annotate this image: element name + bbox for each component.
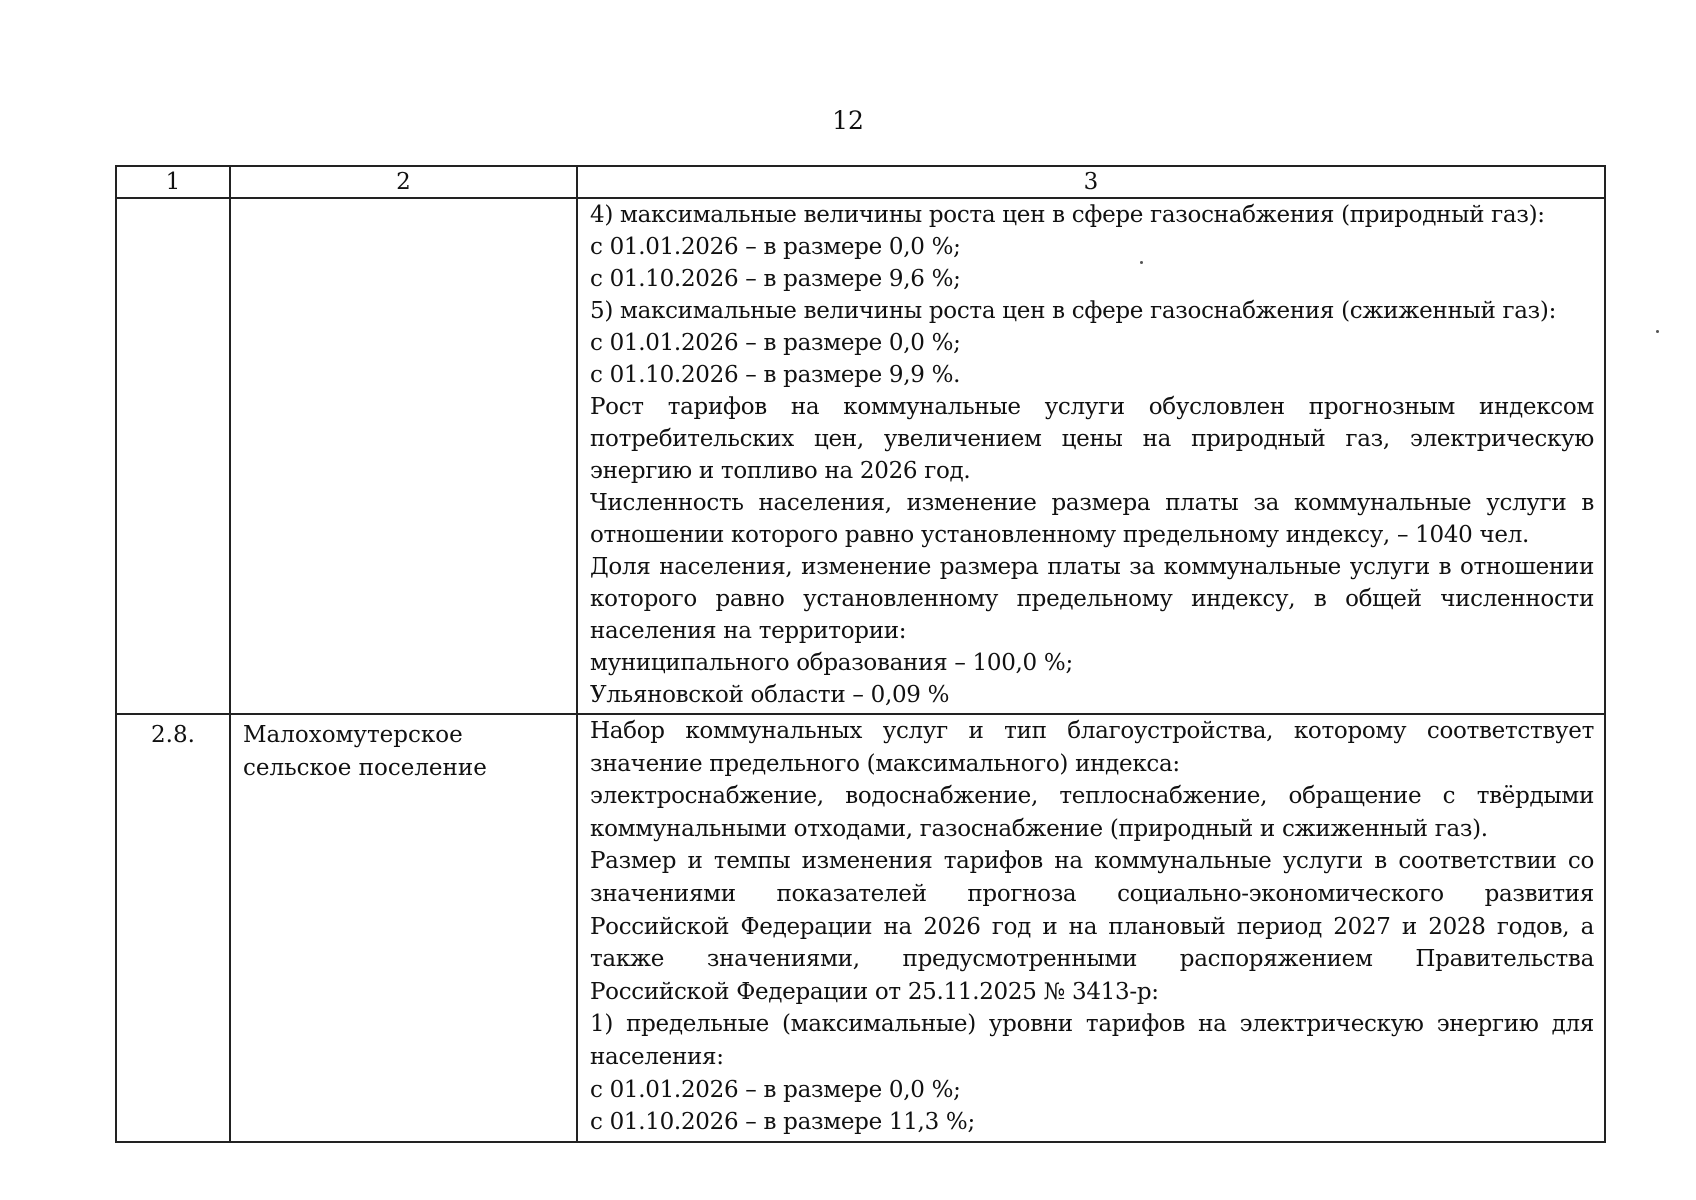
settlement-name-line: сельское поселение (243, 754, 487, 781)
text-paragraph: с 01.01.2026 – в размере 0,0 %; (590, 234, 961, 260)
text-paragraph: 5) максимальные величины роста цен в сфере газоснабжения (сжиженный газ): (590, 298, 1557, 324)
text-paragraph: Размер и темпы изменения тарифов на коммунальные услуги в соответствии со значениями показателей прогноза социально-экономического развития Российской Федерации на 2026 год и на плановый период 2027 и 2028 годов, а также значениями, предусмотренными распоряжением Правительства Российской Федерации от 25.11.2025 № 3413-р: (590, 848, 1594, 1005)
settlement-name (230, 714, 577, 1142)
text-paragraph: Доля населения, изменение размера платы за коммунальные услуги в отношении которого равно установленному предельному индексу, в общей численности населения на территории: (590, 554, 1594, 644)
row-number: 2.8. (116, 714, 230, 1142)
tariff-table (115, 165, 1606, 1143)
column-header-2: 2 (230, 166, 577, 198)
text-paragraph: с 01.10.2026 – в размере 11,3 %; (590, 1109, 975, 1136)
column-header-1: 1 (116, 166, 230, 198)
text-paragraph: муниципального образования – 100,0 %; (590, 650, 1073, 676)
text-paragraph: с 01.01.2026 – в размере 0,0 %; (590, 1076, 961, 1103)
scan-speck (1140, 261, 1143, 264)
text-paragraph: Рост тарифов на коммунальные услуги обусловлен прогнозным индексом потребительских цен, увеличением цены на природный газ, электрическую энергию и топливо на 2026 год. (590, 394, 1594, 484)
settlement-name (230, 198, 577, 714)
row-number (116, 198, 230, 714)
row-text (577, 198, 1605, 714)
text-paragraph: Ульяновской области – 0,09 % (590, 682, 950, 708)
scan-speck (1656, 330, 1659, 333)
text-paragraph: электроснабжение, водоснабжение, теплоснабжение, обращение с твёрдыми коммунальными отходами, газоснабжение (природный и сжиженный газ). (590, 783, 1594, 842)
table-row (116, 714, 1605, 1142)
page-number: 12 (832, 106, 864, 135)
settlement-name-line: Малохомутерское (243, 722, 463, 748)
table-header-row (116, 166, 1605, 198)
text-paragraph: с 01.01.2026 – в размере 0,0 %; (590, 330, 961, 356)
text-paragraph: с 01.10.2026 – в размере 9,6 %; (590, 266, 961, 292)
text-paragraph: с 01.10.2026 – в размере 9,9 %. (590, 362, 961, 388)
text-paragraph: 4) максимальные величины роста цен в сфере газоснабжения (природный газ): (590, 202, 1545, 228)
table-row (116, 198, 1605, 714)
text-paragraph: Набор коммунальных услуг и тип благоустройства, которому соответствует значение предельного (максимального) индекса: (590, 718, 1594, 777)
column-header-3: 3 (577, 166, 1605, 198)
text-paragraph: 1) предельные (максимальные) уровни тарифов на электрическую энергию для населения: (590, 1011, 1594, 1070)
text-paragraph: Численность населения, изменение размера платы за коммунальные услуги в отношении которого равно установленному предельному индексу, – 1040 чел. (590, 490, 1594, 548)
row-text (577, 714, 1605, 1142)
